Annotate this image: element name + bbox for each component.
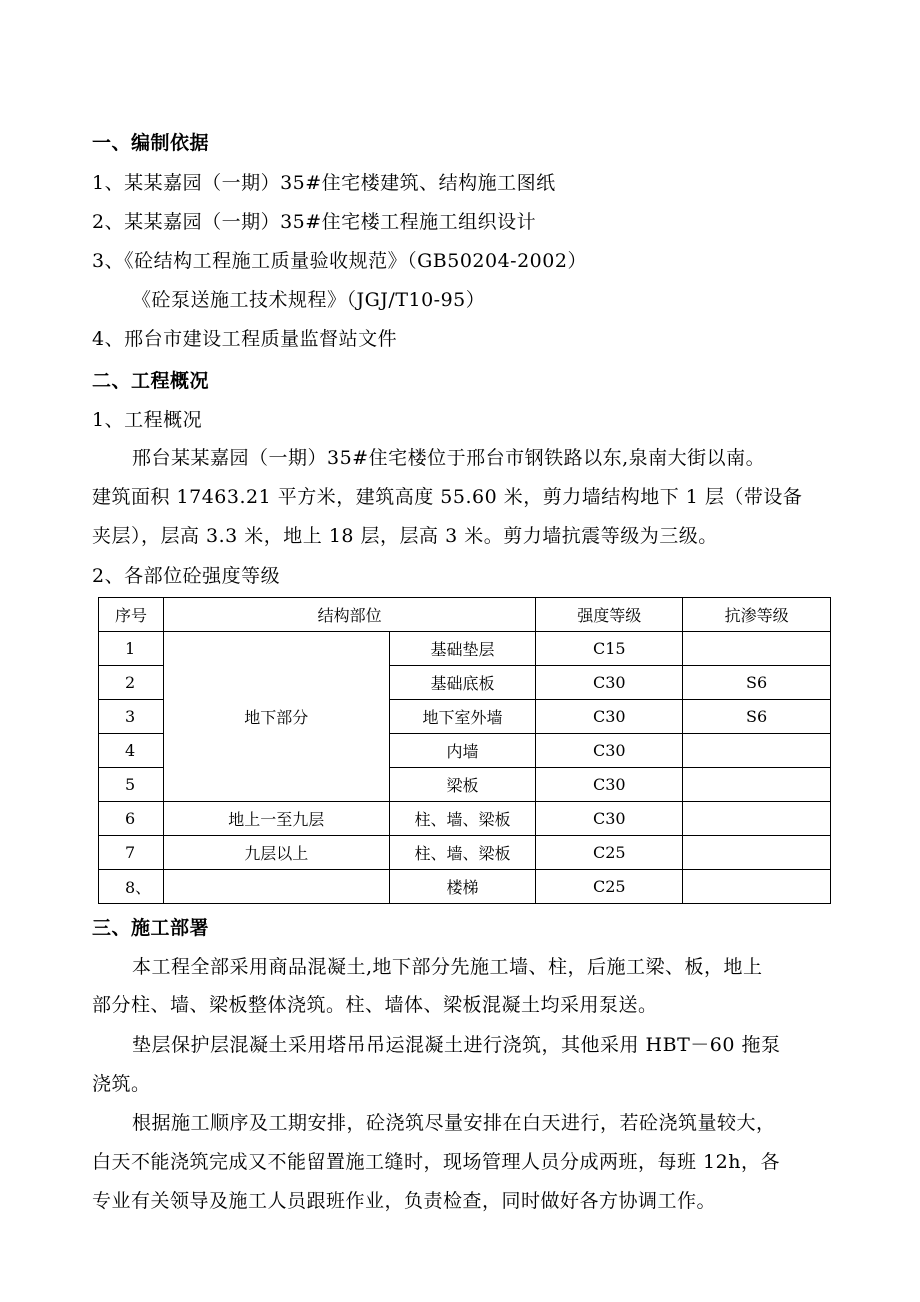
row-part: 柱、墙、梁板 <box>389 836 536 870</box>
table-header-row <box>99 598 831 632</box>
basis-item-4: 4、邢台市建设工程质量监督站文件 <box>92 328 398 350</box>
row-no: 6 <box>99 802 164 836</box>
row-no: 7 <box>99 836 164 870</box>
section-2-title: 二、工程概况 <box>92 370 210 392</box>
row-seep <box>683 836 831 870</box>
section-3-title: 三、施工部署 <box>92 917 210 939</box>
table-row <box>99 802 831 836</box>
row-seep <box>683 734 831 768</box>
basis-item-2: 2、某某嘉园（一期）35#住宅楼工程施工组织设计 <box>92 211 537 233</box>
grade-subtitle: 2、各部位砼强度等级 <box>92 565 281 587</box>
group-underground: 地下部分 <box>163 632 389 802</box>
deploy-p1-line-1: 本工程全部采用商品混凝土,地下部分先施工墙、柱，后施工梁、板，地上 <box>132 956 763 978</box>
deploy-p3-line-3: 专业有关领导及施工人员跟班作业，负责检查，同时做好各方协调工作。 <box>92 1190 717 1212</box>
row-grade: C30 <box>536 666 683 700</box>
table-row <box>99 836 831 870</box>
overview-line-3: 夹层），层高 3.3 米，地上 18 层，层高 3 米。剪力墙抗震等级为三级。 <box>92 525 718 547</box>
table-row <box>99 632 831 666</box>
row-grade: C30 <box>536 700 683 734</box>
row-group <box>163 870 389 904</box>
row-no: 4 <box>99 734 164 768</box>
row-part: 梁板 <box>389 768 536 802</box>
overview-line-2: 建筑面积 17463.21 平方米，建筑高度 55.60 米，剪力墙结构地下 1 层（带设备 <box>92 486 803 508</box>
row-grade: C30 <box>536 768 683 802</box>
row-group: 地上一至九层 <box>163 802 389 836</box>
header-seep: 抗渗等级 <box>683 598 831 632</box>
row-grade: C30 <box>536 734 683 768</box>
deploy-p1-line-2: 部分柱、墙、梁板整体浇筑。柱、墙体、梁板混凝土均采用泵送。 <box>92 994 658 1016</box>
row-grade: C25 <box>536 836 683 870</box>
strength-grade-table <box>98 597 831 904</box>
row-seep: S6 <box>683 700 831 734</box>
basis-item-1: 1、某某嘉园（一期）35#住宅楼建筑、结构施工图纸 <box>92 172 556 194</box>
row-no: 1 <box>99 632 164 666</box>
row-no: 8、 <box>99 870 164 904</box>
row-part: 基础底板 <box>389 666 536 700</box>
row-part: 内墙 <box>389 734 536 768</box>
deploy-p2-line-2: 浇筑。 <box>92 1073 151 1095</box>
deploy-p3-line-2: 白天不能浇筑完成又不能留置施工缝时，现场管理人员分成两班，每班 12h，各 <box>92 1151 780 1173</box>
section-1-title: 一、编制依据 <box>92 132 210 154</box>
row-part: 基础垫层 <box>389 632 536 666</box>
row-no: 3 <box>99 700 164 734</box>
row-seep <box>683 870 831 904</box>
row-seep: S6 <box>683 666 831 700</box>
header-part: 结构部位 <box>163 598 535 632</box>
overview-subtitle: 1、工程概况 <box>92 409 203 431</box>
row-no: 5 <box>99 768 164 802</box>
deploy-p3-line-1: 根据施工顺序及工期安排，砼浇筑尽量安排在白天进行，若砼浇筑量较大， <box>132 1112 776 1134</box>
row-part: 地下室外墙 <box>389 700 536 734</box>
header-no: 序号 <box>99 598 164 632</box>
row-grade: C30 <box>536 802 683 836</box>
row-no: 2 <box>99 666 164 700</box>
row-part: 楼梯 <box>389 870 536 904</box>
basis-item-3b: 《砼泵送施工技术规程》（JGJ/T10-95） <box>132 289 486 311</box>
row-grade: C15 <box>536 632 683 666</box>
table-row <box>99 870 831 904</box>
row-group: 九层以上 <box>163 836 389 870</box>
row-seep <box>683 768 831 802</box>
row-part: 柱、墙、梁板 <box>389 802 536 836</box>
deploy-p2-line-1: 垫层保护层混凝土采用塔吊吊运混凝土进行浇筑，其他采用 HBT－60 拖泵 <box>132 1034 781 1056</box>
row-grade: C25 <box>536 870 683 904</box>
header-grade: 强度等级 <box>536 598 683 632</box>
row-seep <box>683 632 831 666</box>
row-seep <box>683 802 831 836</box>
basis-item-3: 3、《砼结构工程施工质量验收规范》（GB50204-2002） <box>92 250 587 272</box>
overview-line-1: 邢台某某嘉园（一期）35#住宅楼位于邢台市钢铁路以东,泉南大街以南。 <box>132 447 766 469</box>
